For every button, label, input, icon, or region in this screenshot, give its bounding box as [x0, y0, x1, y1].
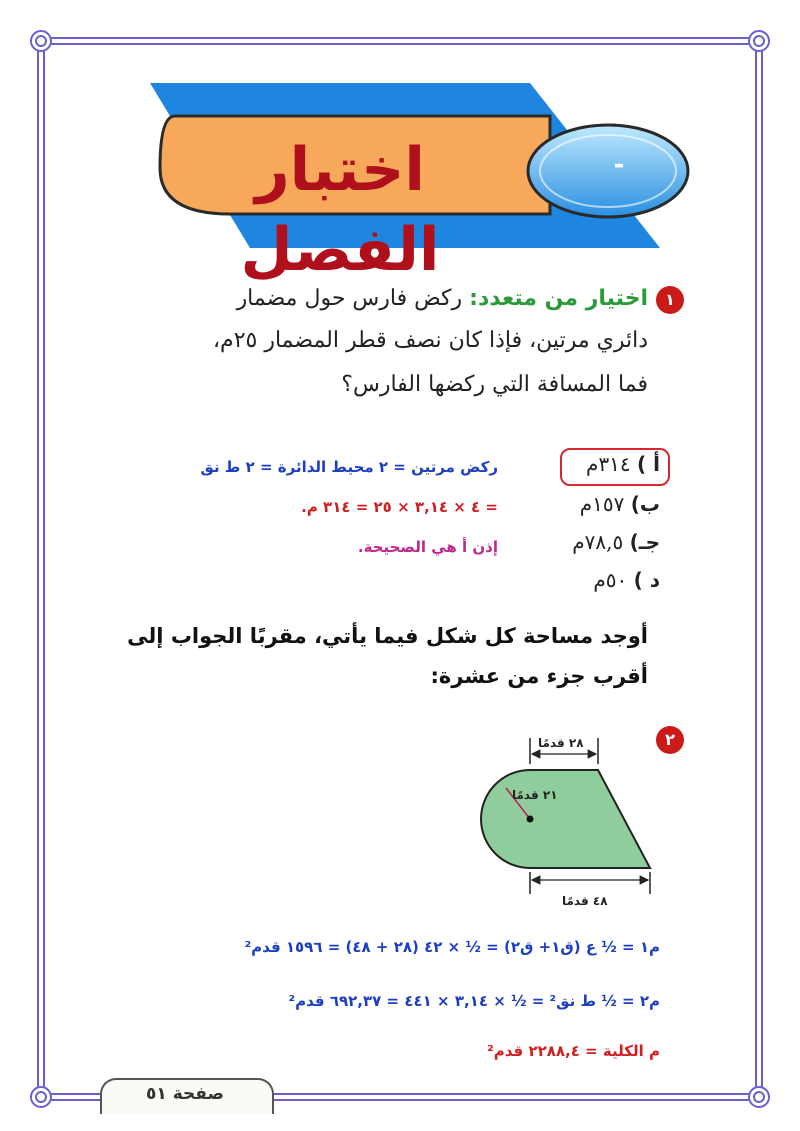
- question-1-line-3: فما المسافة التي ركضها الفارس؟: [341, 372, 648, 397]
- option-a-value: ٣١٤م: [586, 452, 631, 476]
- figure-label-bottom: ٤٨ قدمًا: [562, 894, 608, 908]
- question-1-text-a: ركض فارس حول مضمار: [236, 286, 463, 311]
- question-1-line-2: دائري مرتين، فإذا كان نصف قطر المضمار ٢٥م،: [212, 328, 648, 353]
- option-b-value: ١٥٧م: [579, 492, 625, 516]
- option-a: [586, 452, 660, 476]
- question-1-label: اختيار من متعدد:: [469, 286, 648, 311]
- figure-label-top: ٢٨ قدمًا: [538, 736, 584, 750]
- option-d-value: ٥٠م: [593, 568, 628, 592]
- composite-shape-figure: [460, 730, 660, 910]
- option-d: [593, 568, 660, 592]
- option-a-letter: أ ): [637, 452, 660, 476]
- solution-1-line-2: = ٤ × ٣,١٤ × ٢٥ = ٣١٤ م.: [301, 498, 498, 516]
- page-number: صفحة ٥١: [146, 1084, 224, 1104]
- option-c-value: ٧٨,٥م: [572, 530, 624, 554]
- figure-label-radius: ٢١ قدمًا: [512, 788, 558, 802]
- option-d-letter: د ): [633, 568, 660, 592]
- solution-1-line-1: ركض مرتين = ٢ محيط الدائرة = ٢ ط نق: [200, 458, 498, 476]
- solution-2-line-1: م١ = ½ ع (ق١+ ق٢) = ½ × ٤٢ (٢٨ + ٤٨) = ١٥٩٦ قدم²: [244, 938, 660, 956]
- banner-title: اختبار الفصل: [240, 135, 440, 285]
- instruction-line-2: أقرب جزء من عشرة:: [430, 664, 648, 688]
- option-b: [580, 492, 660, 516]
- banner-dash: -: [613, 150, 625, 180]
- question-number-2: ٢: [656, 726, 684, 754]
- question-1-line-1: [237, 286, 648, 311]
- solution-1-line-3: إذن أ هي الصحيحة.: [357, 538, 498, 556]
- instruction-line-1: أوجد مساحة كل شكل فيما يأتي، مقربًا الجواب إلى: [127, 624, 648, 648]
- option-c: [572, 530, 660, 554]
- solution-2-line-3: م الكلية = ٢٢٨٨,٤ قدم²: [487, 1042, 660, 1060]
- option-b-letter: ب): [630, 492, 660, 516]
- solution-2-line-2: م٢ = ½ ط نق² = ½ × ٣,١٤ × ٤٤١ = ٦٩٢,٣٧ قدم²: [288, 992, 660, 1010]
- question-number-1: ١: [656, 286, 684, 314]
- option-c-letter: جـ): [629, 530, 660, 554]
